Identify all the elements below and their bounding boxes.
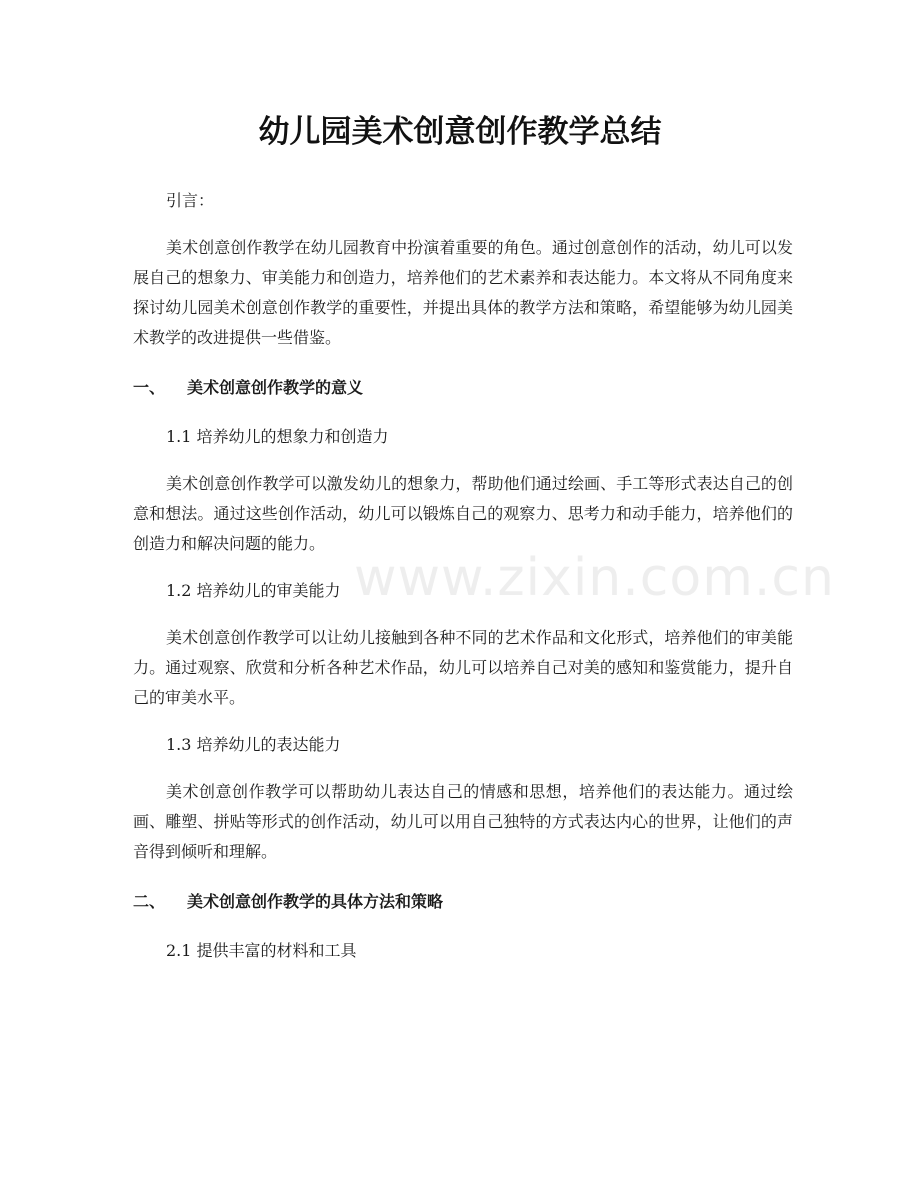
document-title: 幼儿园美术创意创作教学总结 (258, 114, 662, 150)
subsection-paragraph-1-2: 美术创意创作教学可以让幼儿接触到各种不同的艺术作品和文化形式，培养他们的审美能力。通过观察、欣赏和分析各种艺术作品，幼儿可以培养自己对美的感知和鉴赏能力，提升自己的审美水平。 (133, 628, 793, 707)
subsection-title-1-3: 1.3 培养幼儿的表达能力 (166, 735, 341, 754)
subsection-paragraph-1-1: 美术创意创作教学可以激发幼儿的想象力，帮助他们通过绘画、手工等形式表达自己的创意和想法。通过这些创作活动，幼儿可以锻炼自己的观察力、思考力和动手能力，培养他们的创造力和解决问题的能力。 (133, 474, 793, 553)
section-title: 美术创意创作教学的意义 (187, 378, 364, 397)
intro-label: 引言： (166, 191, 215, 210)
subsection-title-1-2: 1.2 培养幼儿的审美能力 (166, 581, 341, 600)
section-heading-1 (133, 373, 793, 403)
subsection-paragraph-1-3: 美术创意创作教学可以帮助幼儿表达自己的情感和思想，培养他们的表达能力。通过绘画、雕塑、拼贴等形式的创作活动，幼儿可以用自己独特的方式表达内心的世界，让他们的声音得到倾听和理解。 (133, 782, 793, 861)
subsection-title-2-1: 2.1 提供丰富的材料和工具 (166, 941, 357, 960)
section-number: 二、 (133, 892, 166, 911)
section-title: 美术创意创作教学的具体方法和策略 (187, 892, 444, 911)
section-heading-2 (133, 887, 793, 917)
watermark-text: www.zixin.com.cn (354, 548, 835, 608)
subsection-title-1-1: 1.1 培养幼儿的想象力和创造力 (166, 427, 389, 446)
document-body (133, 186, 793, 966)
section-number: 一、 (133, 378, 166, 397)
intro-paragraph: 美术创意创作教学在幼儿园教育中扮演着重要的角色。通过创意创作的活动，幼儿可以发展自己的想象力、审美能力和创造力，培养他们的艺术素养和表达能力。本文将从不同角度来探讨幼儿园美术创意创作教学的重要性，并提出具体的教学方法和策略，希望能够为幼儿园美术教学的改进提供一些借鉴。 (133, 238, 793, 347)
